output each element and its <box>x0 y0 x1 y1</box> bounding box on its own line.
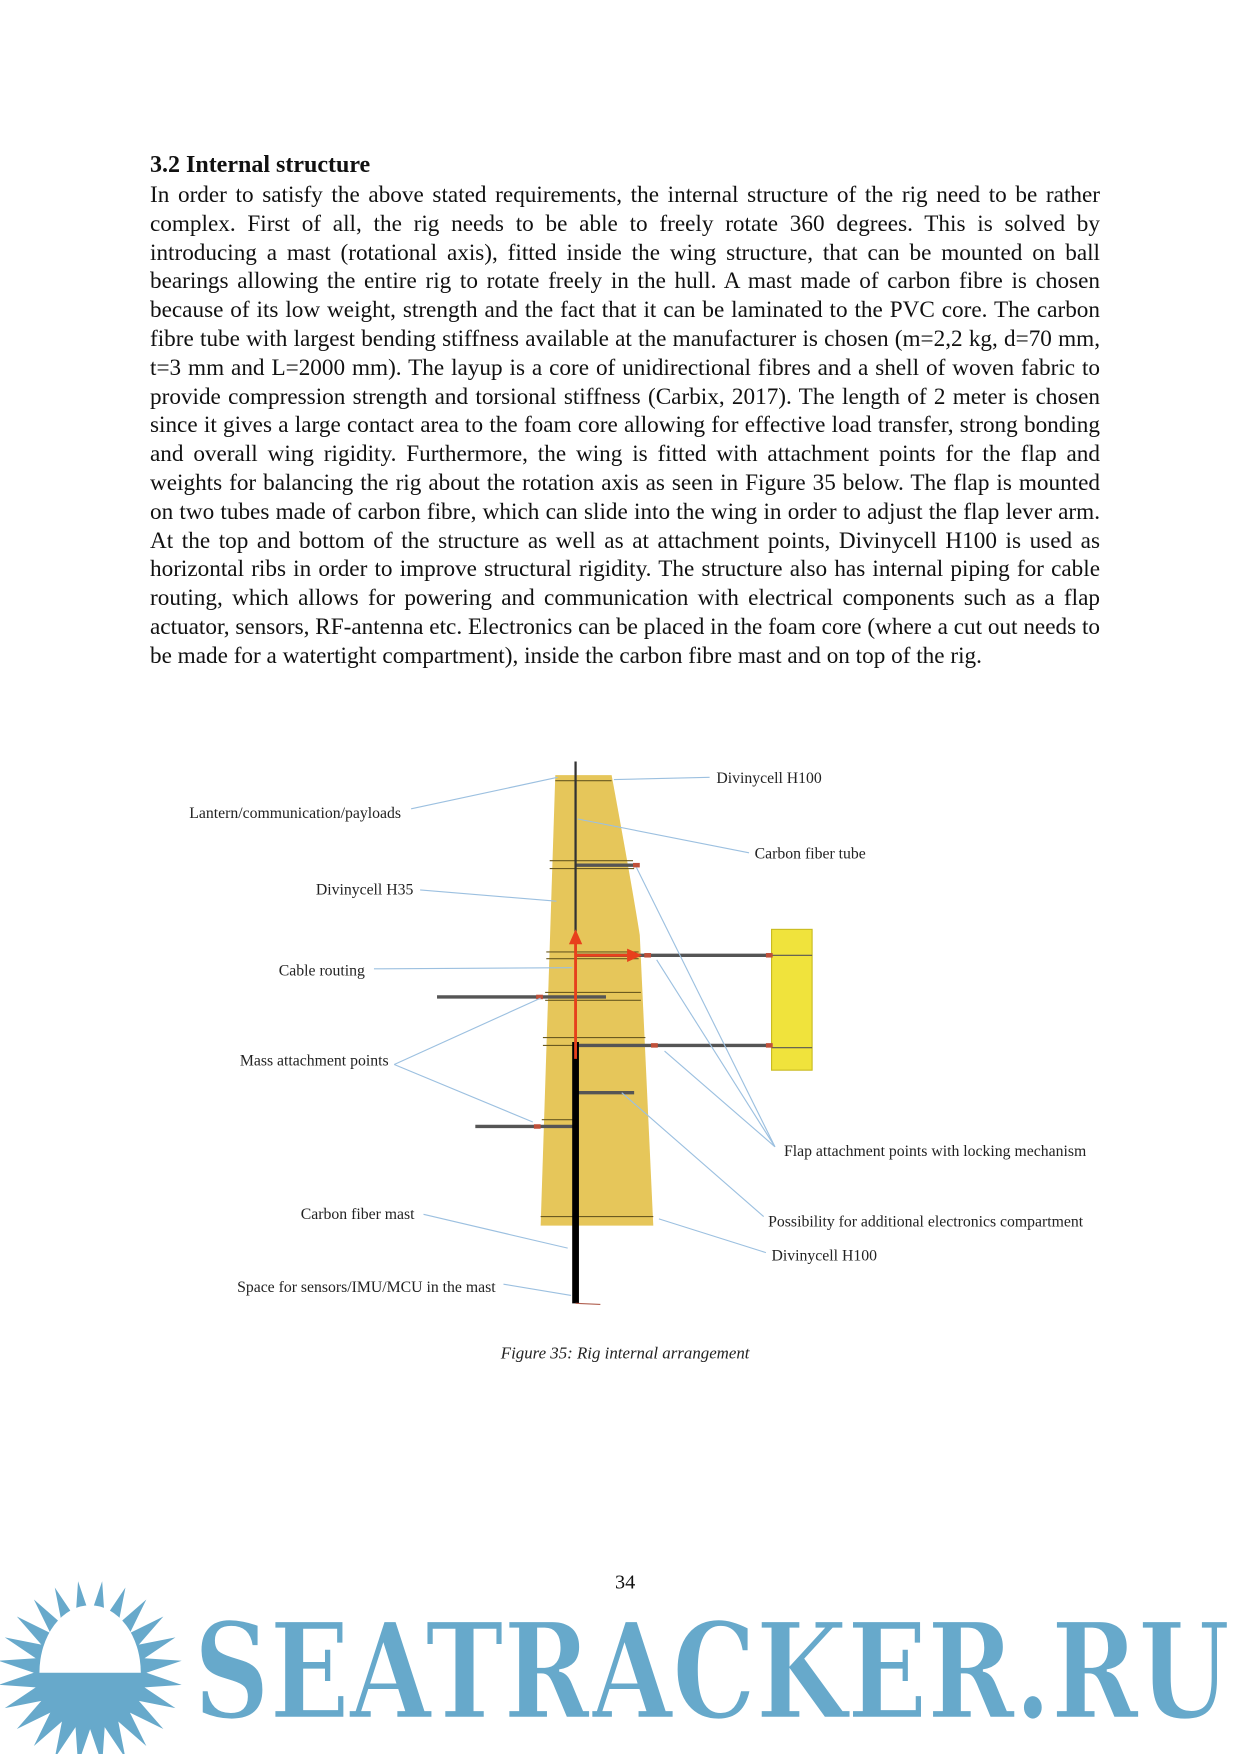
figure-caption: Figure 35: Rig internal arrangement <box>500 1343 750 1363</box>
label-electronics: Possibility for additional electronics compartment <box>768 1213 1084 1231</box>
label-mass: Mass attachment points <box>239 1052 389 1070</box>
label-flap: Flap attachment points with locking mechanism <box>783 1142 1087 1160</box>
label-mast: Carbon fiber mast <box>300 1205 415 1223</box>
label-bottom-rib: Divinycell H100 <box>771 1247 877 1265</box>
label-top-rib: Divinycell H100 <box>716 769 822 787</box>
section-heading: 3.2 Internal structure <box>150 152 371 178</box>
sun-icon <box>0 1581 182 1754</box>
watermark-logo <box>0 1581 1230 1754</box>
label-tube: Carbon fiber tube <box>754 845 866 863</box>
page-number: 34 <box>614 1571 636 1594</box>
label-cable: Cable routing <box>278 962 365 980</box>
label-core: Divinycell H35 <box>315 881 414 899</box>
flap <box>772 929 813 1070</box>
label-lantern: Lantern/communication/payloads <box>189 804 401 822</box>
body-paragraph: In order to satisfy the above stated requirements, the internal structure of the rig need to be rather complex. First of all, the rig needs to be able to freely rotate 360 degrees. This is solved by introducing a mast (rotational axis), fitted inside the wing structure, that can be mounted on ball bearings allowing the entire rig to rotate freely in the hull. A mast made of carbon fibre is chosen because of its low weight, strength and the fact that it can be laminated to the PVC core. The carbon fibre tube with largest bending stiffness available at the manufacturer is chosen (m=2,2 kg, d=70 mm, t=3 mm and L=2000 mm). The layup is a core of unidirectional fibres and a shell of woven fabric to provide compression strength and torsional stiffness (Carbix, 2017). The length of 2 meter is chosen since it gives a large contact area to the foam core allowing for effective load transfer, strong bonding and overall wing rigidity. Furthermore, the wing is fitted with attachment points for the flap and weights for balancing the rig about the rotation axis as seen in Figure 35 below. The flap is mounted on two tubes made of carbon fibre, which can slide into the wing in order to adjust the flap lever arm. At the top and bottom of the structure as well as at attachment points, Divinycell H100 is used as horizontal ribs in order to improve structural rigidity. The structure also has internal piping for cable routing, which allows for powering and communication with electrical components such as a flap actuator, sensors, RF-antenna etc. Electronics can be placed in the foam core (where a cut out needs to be made for a watertight compartment), inside the carbon fibre mast and on top of the rig. <box>150 182 1100 669</box>
watermark-text: SEATRACKER.RU <box>193 1593 1230 1750</box>
label-sensors: Space for sensors/IMU/MCU in the mast <box>237 1279 496 1297</box>
